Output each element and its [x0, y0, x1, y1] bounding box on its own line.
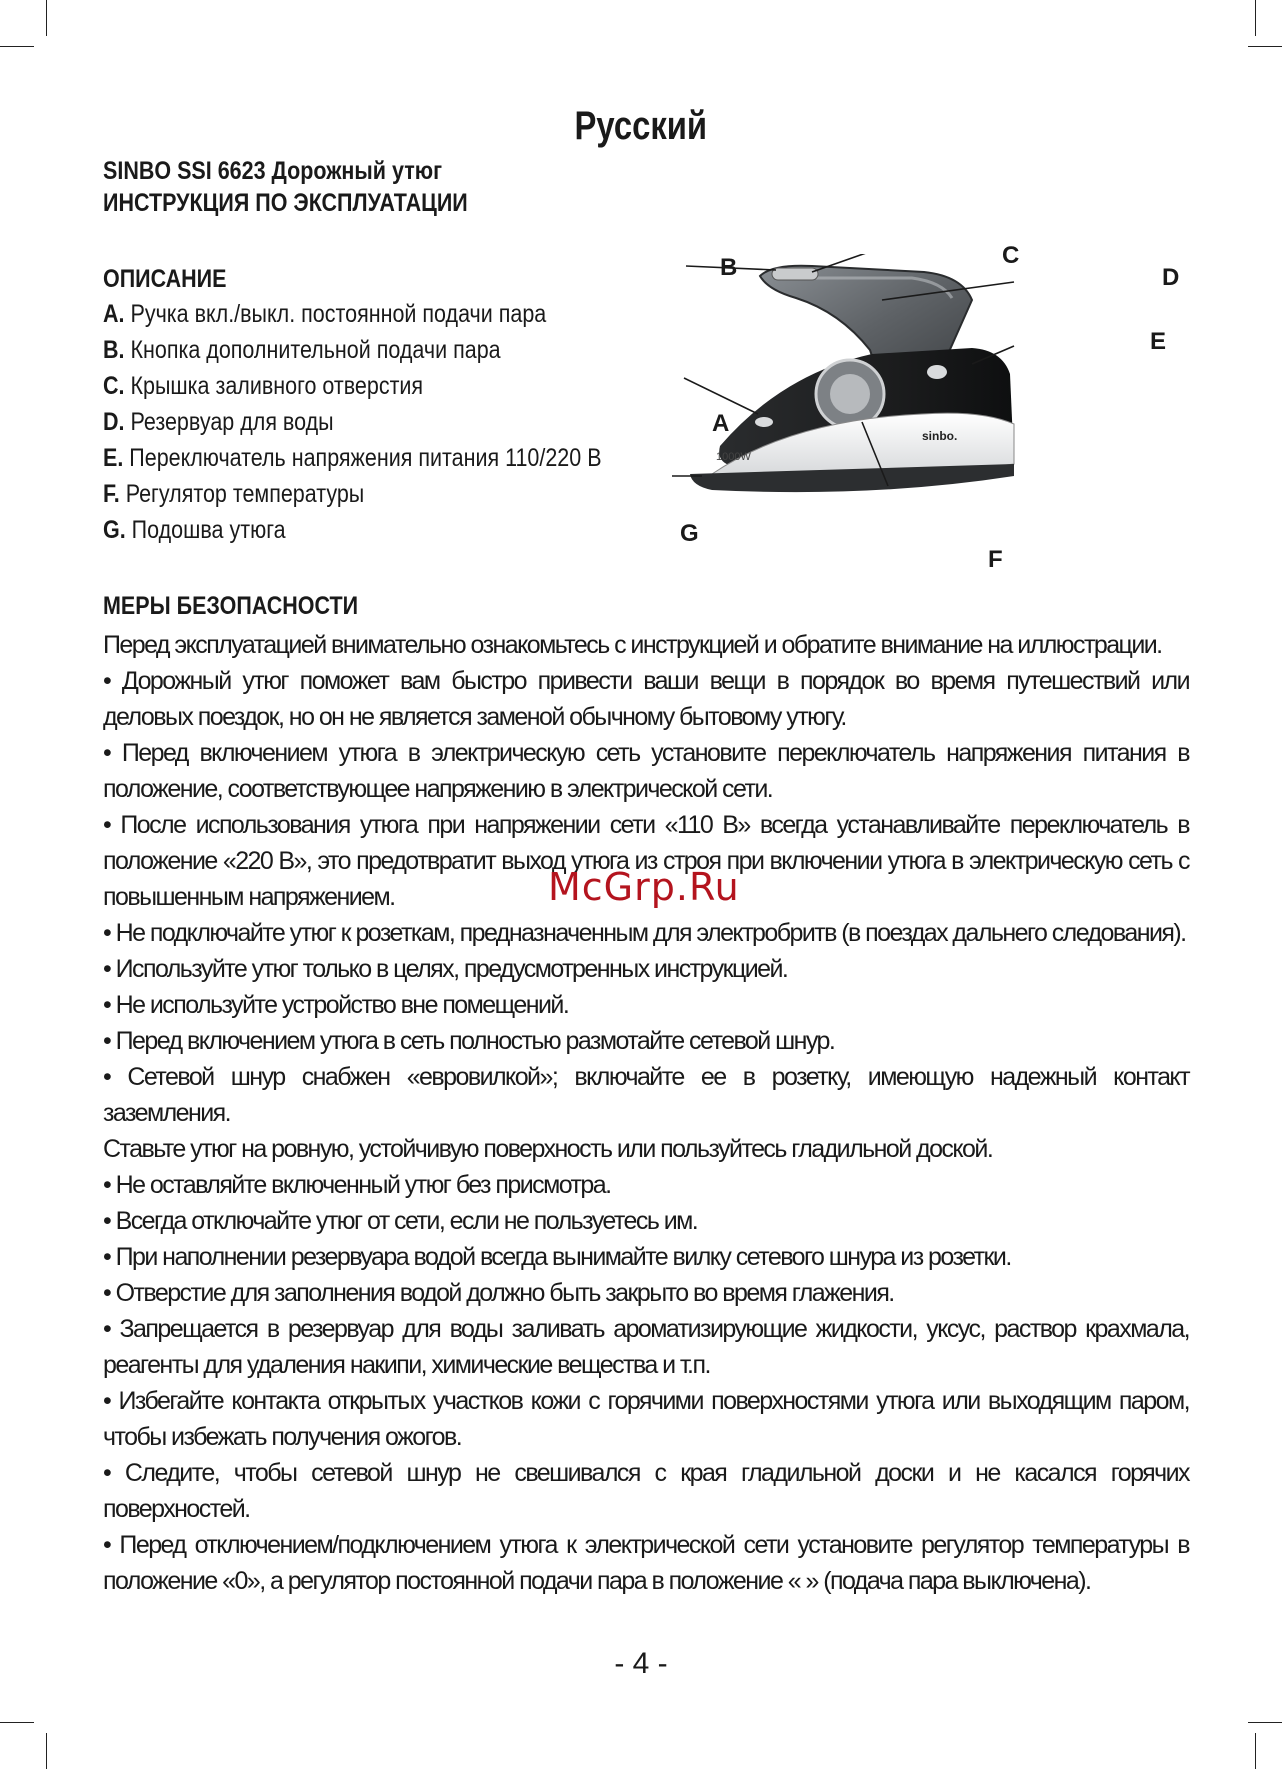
item-text: Крышка заливного отверстия [124, 372, 424, 400]
safety-paragraph: • Отверстие для заполнения водой должно быть закрыто во время глажения. [103, 1279, 894, 1307]
crop-mark [1248, 46, 1282, 47]
description-heading: ОПИСАНИЕ [103, 265, 227, 293]
item-letter: D. [103, 408, 125, 436]
safety-paragraph: • Запрещается в резервуар для воды заливать ароматизирующие жидкости, уксус, раствор крахмала, реагенты для удаления накипи, химические вещества и т.п. [103, 1315, 1189, 1379]
manual-title: ИНСТРУКЦИЯ ПО ЭКСПЛУАТАЦИИ [103, 189, 468, 217]
item-letter: F. [103, 480, 120, 508]
description-item-d [103, 404, 602, 440]
brand-label: sinbo. [922, 429, 958, 443]
item-letter: G. [103, 516, 126, 544]
iron-diagram [672, 242, 1194, 580]
description-item-g [103, 512, 602, 548]
safety-paragraph: • Не оставляйте включенный утюг без присмотра. [103, 1171, 611, 1199]
safety-paragraph: • Не подключайте утюг к розеткам, предназначенным для электробритв (в поездах дальнего следования). [103, 919, 1186, 947]
safety-section [103, 590, 1189, 1599]
item-letter: C. [103, 372, 125, 400]
page-heading: Русский [574, 104, 708, 148]
description-item-e [103, 440, 602, 476]
crop-mark [0, 1722, 34, 1723]
crop-mark [1255, 0, 1256, 36]
item-text: Ручка вкл./выкл. постоянной подачи пара [124, 300, 547, 328]
description-item-a [103, 296, 602, 332]
description-item-f [103, 476, 602, 512]
callout-e: E [1150, 328, 1167, 355]
iron-illustration [672, 254, 1194, 580]
callout-f: F [988, 546, 1003, 573]
callout-b: B [720, 254, 738, 281]
power-label: 1000W [716, 451, 751, 463]
item-text: Подошва утюга [125, 516, 286, 544]
crop-mark [1248, 1722, 1282, 1723]
crop-mark [0, 46, 34, 47]
leader-line-a [684, 378, 758, 414]
safety-paragraph: • Избегайте контакта открытых участков кожи с горячими поверхностями утюга или выходящим паром, чтобы избежать получения ожогов. [103, 1387, 1189, 1451]
crop-mark [46, 0, 47, 36]
product-title: SINBO SSI 6623 Дорожный утюг [103, 157, 443, 185]
safety-paragraph: • Перед отключением/подключением утюга к электрической сети установите регулятор температуры в положение «0», а регулятор постоянной подачи пара в положение « » (подача пара выключена). [103, 1531, 1189, 1595]
document-title [103, 155, 468, 219]
safety-paragraph: • Следите, чтобы сетевой шнур не свешивался с края гладильной доски и не касался горячих поверхностей. [103, 1459, 1189, 1523]
page-number: - 4 - [614, 1647, 668, 1680]
item-letter: A. [103, 300, 125, 328]
callout-a: A [712, 410, 730, 437]
item-letter: E. [103, 444, 124, 472]
item-text: Переключатель напряжения питания 110/220 В [123, 444, 602, 472]
safety-paragraph: • Не используйте устройство вне помещений. [103, 991, 569, 1019]
safety-paragraph: Ставьте утюг на ровную, устойчивую поверхность или пользуйтесь гладильной доской. [103, 1135, 993, 1163]
safety-paragraph: Перед эксплуатацией внимательно ознакомьтесь с инструкцией и обратите внимание на иллюстрации. [103, 631, 1162, 659]
crop-mark [1255, 1733, 1256, 1769]
safety-heading: МЕРЫ БЕЗОПАСНОСТИ [103, 592, 359, 620]
description-item-c [103, 368, 602, 404]
safety-paragraph: • Сетевой шнур снабжен «евровилкой»; включайте ее в розетку, имеющую надежный контакт заземления. [103, 1063, 1189, 1127]
safety-paragraph: • Перед включением утюга в электрическую сеть установите переключатель напряжения питания в положение, соответствующее напряжению в электрической сети. [103, 739, 1189, 803]
safety-paragraph: • При наполнении резервуара водой всегда вынимайте вилку сетевого шнура из розетки. [103, 1243, 1011, 1271]
safety-paragraph: • Используйте утюг только в целях, предусмотренных инструкцией. [103, 955, 788, 983]
callout-d: D [1162, 264, 1180, 291]
watermark: McGrp.Ru [548, 865, 740, 909]
callout-c: C [1002, 242, 1020, 269]
item-letter: B. [103, 336, 125, 364]
safety-paragraph: • Перед включением утюга в сеть полностью размотайте сетевой шнур. [103, 1027, 835, 1055]
callout-g: G [680, 520, 699, 547]
description-section [103, 263, 602, 548]
crop-mark [46, 1733, 47, 1769]
steam-button-shape [772, 268, 818, 280]
safety-paragraph: • Дорожный утюг поможет вам быстро привести ваши вещи в порядок во время путешествий или деловых поездок, но он не является заменой обычному бытовому утюгу. [103, 667, 1189, 731]
item-text: Резервуар для воды [124, 408, 334, 436]
item-text: Регулятор температуры [119, 480, 365, 508]
safety-paragraph: • Всегда отключайте утюг от сети, если не пользуетесь им. [103, 1207, 698, 1235]
description-item-b [103, 332, 602, 368]
safety-paragraph: • После использования утюга при напряжении сети «110 В» всегда устанавливайте переключатель в положение «220 В», это предотвратит выход утюга из строя при включении утюга в электрическую сеть с повышенным напряжением. [103, 811, 1189, 911]
item-text: Кнопка дополнительной подачи пара [124, 336, 501, 364]
